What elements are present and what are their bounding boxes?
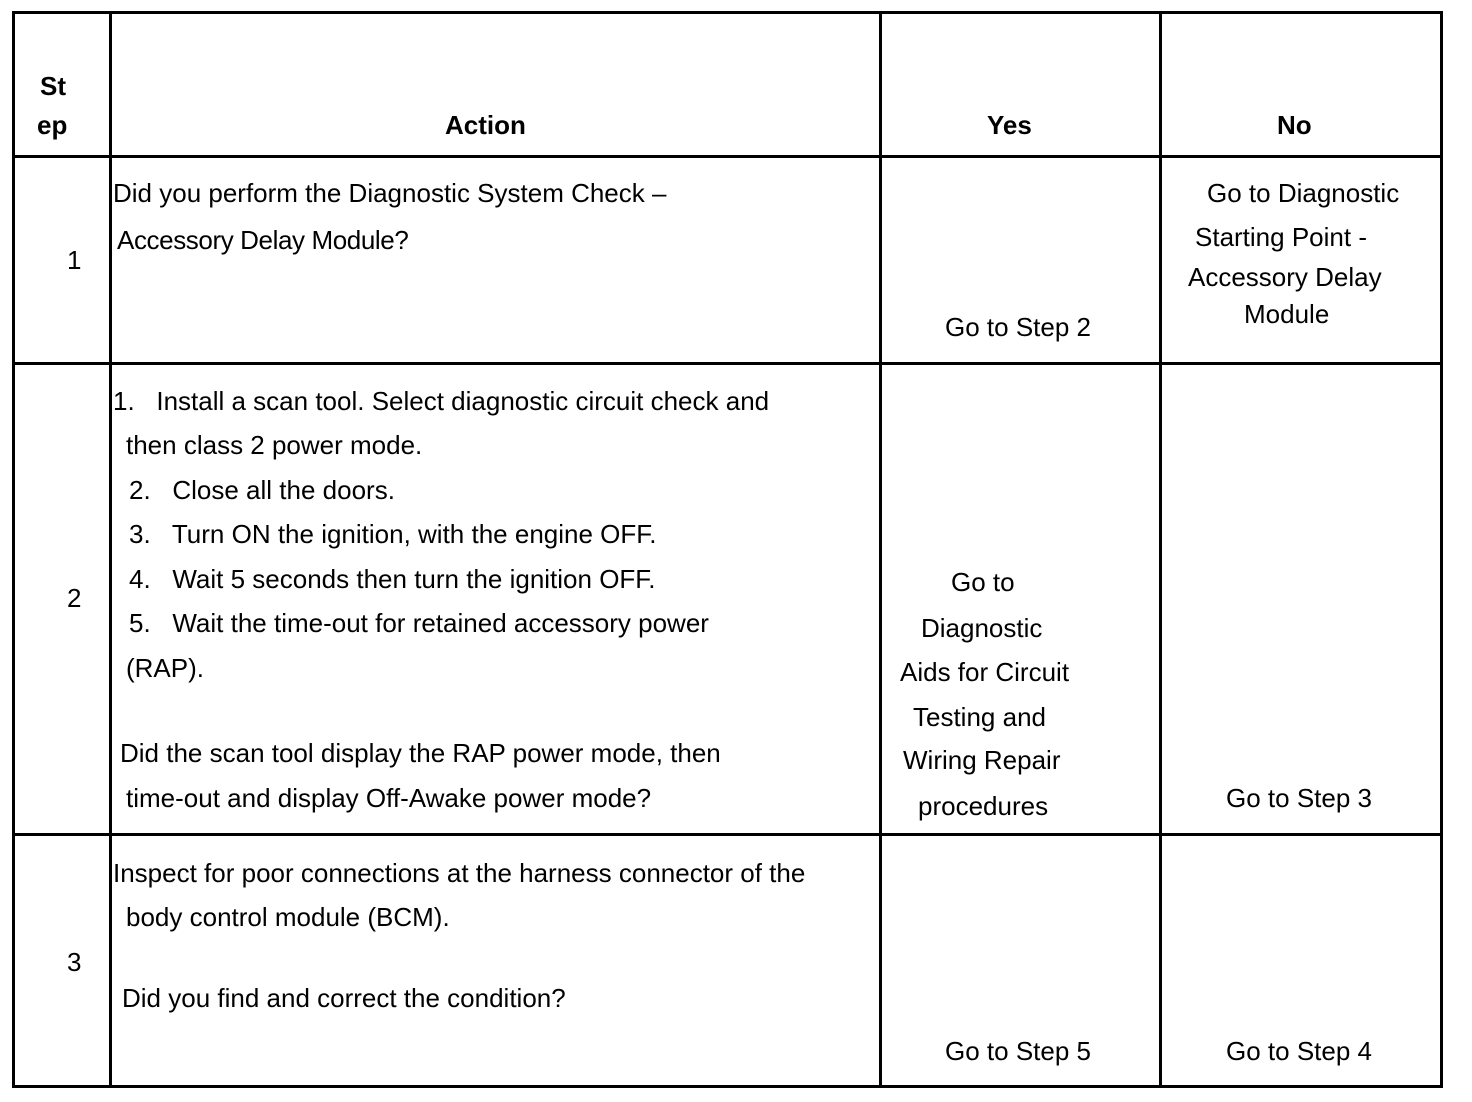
header-step-label: St — [40, 71, 66, 101]
row-1-no-text: Module — [1244, 299, 1330, 329]
header-step-label-continued: ep — [37, 110, 68, 140]
column-divider — [879, 14, 882, 1085]
row-2-action-line: 1. Install a scan tool. Select diagnostic circuit check and — [113, 386, 770, 416]
header-no-label: No — [1277, 110, 1312, 140]
row-2-yes-text: Aids for Circuit — [900, 657, 1070, 687]
row-2-action-line: time-out and display Off-Awake power mode? — [126, 783, 652, 813]
row-3-action-line: Did you find and correct the condition? — [122, 983, 566, 1013]
row-3-no-text: Go to Step 4 — [1226, 1036, 1372, 1066]
row-3-step-number: 3 — [67, 947, 82, 977]
row-2-action-line: 5. Wait the time-out for retained accessory power — [129, 608, 709, 638]
row-2-action-line: Did the scan tool display the RAP power mode, then — [120, 738, 721, 768]
row-3-action-line: body control module (BCM). — [126, 902, 450, 932]
row-2-yes-text: Diagnostic — [921, 613, 1043, 643]
row-1-action-line: Accessory Delay Module? — [117, 225, 409, 255]
row-2-action-line: 2. Close all the doors. — [129, 475, 395, 505]
row-1-no-text: Go to Diagnostic — [1207, 178, 1400, 208]
header-yes-label: Yes — [987, 110, 1032, 140]
row-3-action-line: Inspect for poor connections at the harness connector of the — [113, 858, 806, 888]
row-divider — [15, 155, 1440, 158]
row-1-step-number: 1 — [67, 245, 82, 275]
row-2-action-line: 3. Turn ON the ignition, with the engine OFF. — [129, 519, 657, 549]
row-2-action-line: 4. Wait 5 seconds then turn the ignition OFF. — [129, 564, 656, 594]
row-2-action-line: then class 2 power mode. — [126, 430, 423, 460]
row-3-yes-text: Go to Step 5 — [945, 1036, 1091, 1066]
row-1-no-text: Starting Point - — [1195, 222, 1367, 252]
row-1-yes-text: Go to Step 2 — [945, 312, 1091, 342]
header-action-label: Action — [445, 110, 526, 140]
row-1-no-text: Accessory Delay — [1188, 262, 1382, 292]
row-2-yes-text: Go to — [951, 567, 1015, 597]
row-divider — [15, 362, 1440, 365]
row-2-no-text: Go to Step 3 — [1226, 783, 1372, 813]
row-divider — [15, 833, 1440, 836]
row-2-yes-text: Wiring Repair — [903, 745, 1061, 775]
row-2-yes-text: procedures — [918, 791, 1049, 821]
column-divider — [109, 14, 112, 1085]
row-2-step-number: 2 — [67, 583, 82, 613]
row-2-action-line: (RAP). — [126, 653, 204, 683]
row-2-yes-text: Testing and — [913, 702, 1046, 732]
column-divider — [1159, 14, 1162, 1085]
row-1-action-line: Did you perform the Diagnostic System Check – — [113, 178, 667, 208]
